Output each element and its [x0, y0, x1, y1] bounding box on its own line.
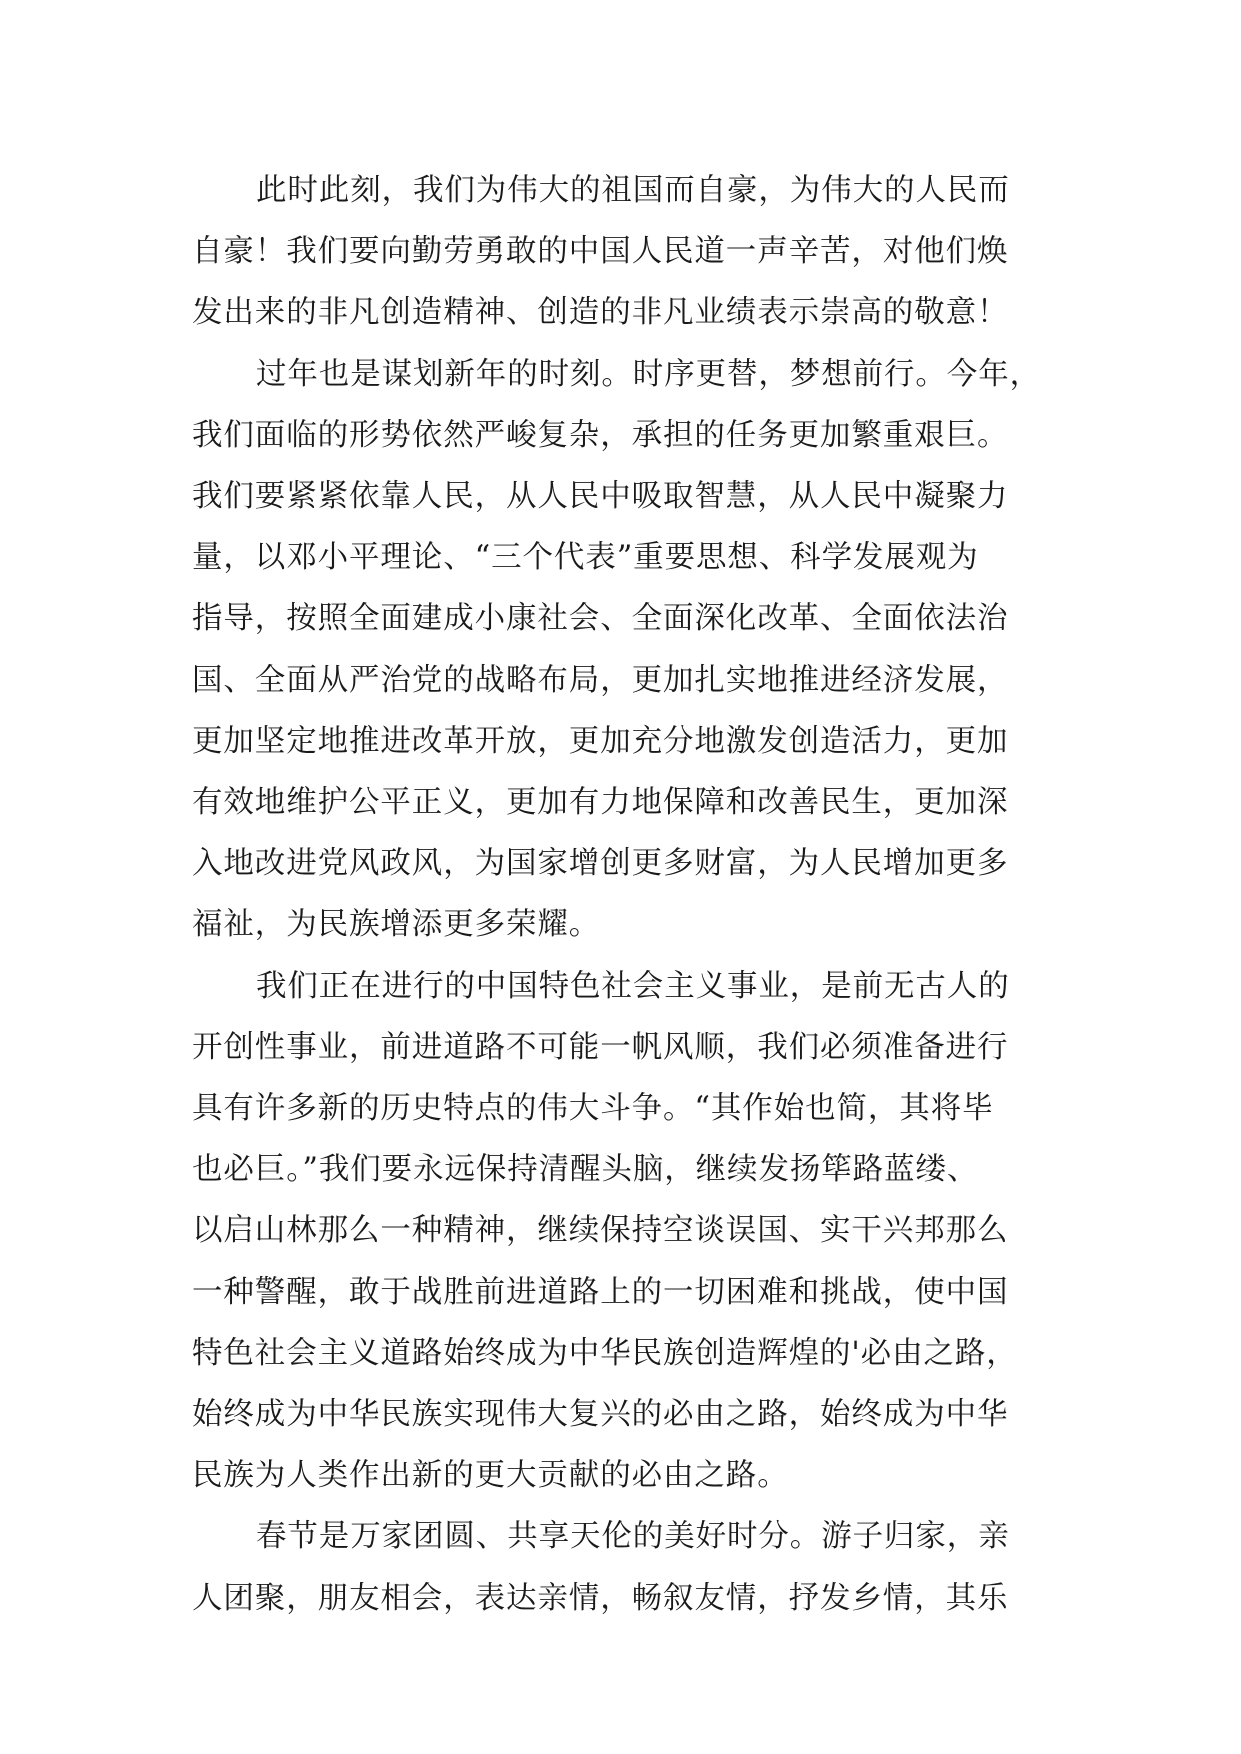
text-line: 自豪！我们要向勤劳勇敢的中国人民道一声辛苦，对他们焕 — [192, 234, 1009, 270]
text-line: 以启山林那么一种精神，继续保持空谈误国、实干兴邦那么 — [192, 1213, 1009, 1249]
text-line: 量，以邓小平理论、“三个代表”重要思想、科学发展观为 — [192, 540, 979, 576]
text-line: 开创性事业，前进道路不可能一帆风顺，我们必须准备进行 — [192, 1029, 1009, 1065]
text-line: 入地改进党风政风，为国家增创更多财富，为人民增加更多 — [192, 846, 1009, 882]
text-line: 民族为人类作出新的更大贡献的必由之路。 — [192, 1458, 789, 1494]
text-line: 也必巨。”我们要永远保持清醒头脑，继续发扬筚路蓝缕、 — [192, 1152, 979, 1188]
text-line: 指导，按照全面建成小康社会、全面深化改革、全面依法治 — [192, 601, 1009, 637]
text-line: 更加坚定地推进改革开放，更加充分地激发创造活力，更加 — [192, 723, 1009, 759]
text-line: 我们要紧紧依靠人民，从人民中吸取智慧，从人民中凝聚力 — [192, 479, 1009, 515]
text-line: 国、全面从严治党的战略布局，更加扎实地推进经济发展， — [192, 662, 1009, 698]
text-line: 发出来的非凡创造精神、创造的非凡业绩表示崇高的敬意！ — [192, 295, 1009, 331]
text-line: 一种警醒，敢于战胜前进道路上的一切困难和挑战，使中国 — [192, 1274, 1009, 1310]
paragraph-4 — [192, 1506, 1052, 1628]
paragraph-1 — [192, 160, 1052, 344]
text-line: 福祉，为民族增添更多荣耀。 — [192, 907, 601, 943]
text-line: 此时此刻，我们为伟大的祖国而自豪，为伟大的人民而 — [256, 173, 1010, 208]
text-line: 我们正在进行的中国特色社会主义事业，是前无古人的 — [256, 968, 1010, 1004]
text-line: 特色社会主义道路始终成为中华民族创造辉煌的'必由之路， — [192, 1335, 1018, 1371]
text-line: 春节是万家团圆、共享天伦的美好时分。游子归家，亲 — [256, 1519, 1010, 1555]
text-line: 具有许多新的历史特点的伟大斗争。“其作始也简，其将毕 — [192, 1091, 994, 1127]
text-line: 人团聚，朋友相会，表达亲情，畅叙友情，抒发乡情，其乐 — [192, 1580, 1009, 1616]
text-line: 过年也是谋划新年的时刻。时序更替，梦想前行。今年， — [256, 356, 1041, 392]
document-body — [192, 160, 1052, 1629]
text-line: 我们面临的形势依然严峻复杂，承担的任务更加繁重艰巨。 — [192, 417, 1009, 453]
text-line: 始终成为中华民族实现伟大复兴的必由之路，始终成为中华 — [192, 1397, 1009, 1433]
paragraph-3 — [192, 956, 1052, 1507]
text-line: 有效地维护公平正义，更加有力地保障和改善民生，更加深 — [192, 785, 1009, 821]
paragraph-2 — [192, 344, 1052, 956]
